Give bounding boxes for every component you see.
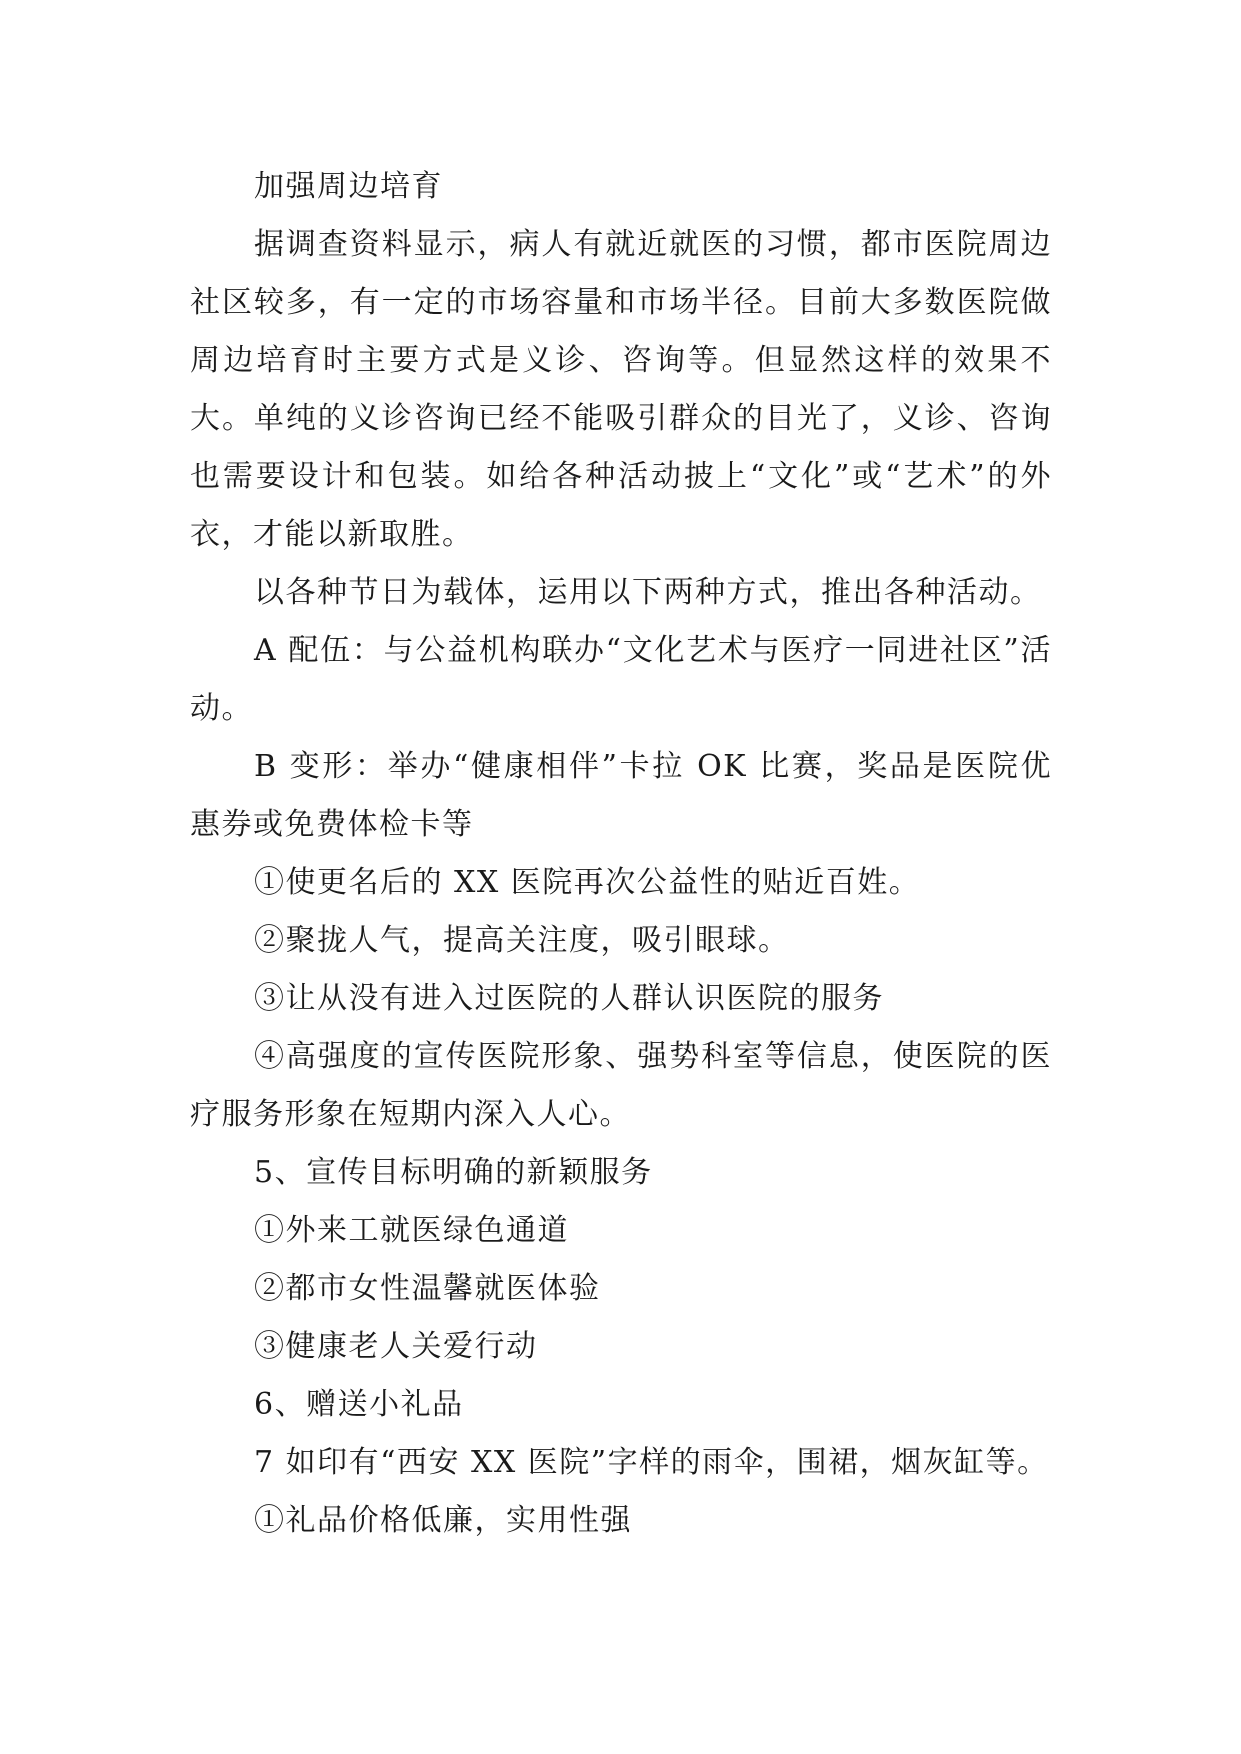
paragraph: 以各种节日为载体，运用以下两种方式，推出各种活动。 <box>254 575 1042 610</box>
list-item: ②都市女性温馨就医体验 <box>254 1271 601 1306</box>
section-heading: 5、宣传目标明确的新颖服务 <box>254 1155 653 1190</box>
paragraph: A 配伍：与公益机构联办“文化艺术与医疗一同进社区”活动。 <box>190 633 1052 726</box>
paragraph: 据调查资料显示，病人有就近就医的习惯，都市医院周边社区较多，有一定的市场容量和市场半径。目前大多数医院做周边培育时主要方式是义诊、咨询等。但显然这样的效果不大。单纯的义诊咨询已经不能吸引群众的目光了，义诊、咨询也需要设计和包装。如给各种活动披上“文化”或“艺术”的外衣，才能以新取胜。 <box>190 227 1052 552</box>
paragraph: 7 如印有“西安 XX 医院”字样的雨伞，围裙，烟灰缸等。 <box>254 1445 1049 1480</box>
list-item: ③健康老人关爱行动 <box>254 1329 538 1364</box>
list-item: ③让从没有进入过医院的人群认识医院的服务 <box>254 981 884 1016</box>
document-body <box>190 158 1052 1550</box>
list-item: ④高强度的宣传医院形象、强势科室等信息，使医院的医疗服务形象在短期内深入人心。 <box>190 1039 1052 1132</box>
section-heading: 6、赠送小礼品 <box>254 1387 464 1422</box>
list-item: ①礼品价格低廉，实用性强 <box>254 1503 632 1538</box>
section-heading: 加强周边培育 <box>254 169 443 204</box>
list-item: ①使更名后的 XX 医院再次公益性的贴近百姓。 <box>254 865 921 900</box>
list-item: ①外来工就医绿色通道 <box>254 1213 569 1248</box>
list-item: ②聚拢人气，提高关注度，吸引眼球。 <box>254 923 790 958</box>
paragraph: B 变形：举办“健康相伴”卡拉 OK 比赛，奖品是医院优惠券或免费体检卡等 <box>190 749 1052 842</box>
